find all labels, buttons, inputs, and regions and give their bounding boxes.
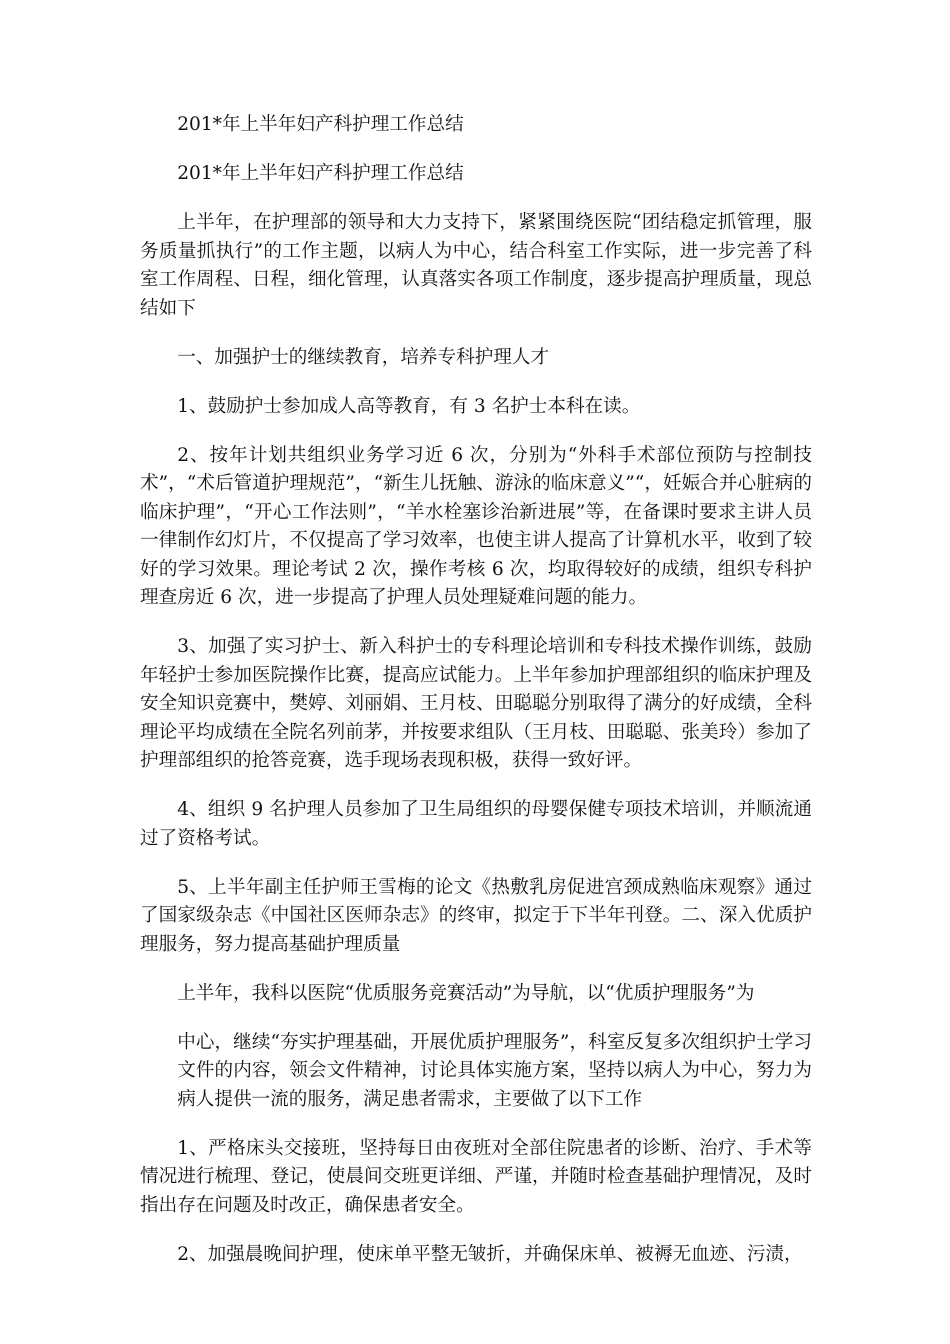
paragraph-item-1: 1、鼓励护士参加成人高等教育，有 3 名护士本科在读。 xyxy=(177,395,641,417)
section-heading-1: 一、加强护士的继续教育，培养专科护理人才 xyxy=(177,346,550,368)
paragraph-intro: 上半年，在护理部的领导和大力支持下，紧紧围绕医院“团结稳定抓管理，服务质量抓执行”的工作主题，以病人为中心，结合科室工作实际，进一步完善了科室工作周程、日程，细化管理，认真落实各项工作制度，逐步提高护理质量，现总结如下 xyxy=(140,212,812,319)
paragraph-section-2-intro: 上半年，我科以医院“优质服务竞赛活动”为导航，以“优质护理服务”为 xyxy=(177,982,755,1004)
paragraph-section-2-item-1: 1、严格床头交接班，坚持每日由夜班对全部住院患者的诊断、治疗、手术等情况进行梳理、登记，使晨间交班更详细、严谨，并随时检查基础护理情况，及时指出存在问题及时改正，确保患者安全。 xyxy=(140,1137,812,1216)
document-subtitle: 201*年上半年妇产科护理工作总结 xyxy=(177,163,464,184)
document-title: 201*年上半年妇产科护理工作总结 xyxy=(177,114,464,135)
paragraph-section-2-body: 中心，继续“夯实护理基础，开展优质护理服务”，科室反复多次组织护士学习文件的内容，领会文件精神，讨论具体实施方案，坚持以病人为中心，努力为病人提供一流的服务，满足患者需求，主要做了以下工作 xyxy=(177,1031,812,1110)
document-body xyxy=(140,111,812,1290)
paragraph-section-2-item-2: 2、加强晨晚间护理，使床单平整无皱折，并确保床单、被褥无血迹、污渍， xyxy=(177,1243,803,1265)
paragraph-item-2: 2、按年计划共组织业务学习近 6 次，分别为“外科手术部位预防与控制技术”，“术后管道护理规范”，“新生儿抚触、游泳的临床意义”“，妊娠合并心脏病的临床护理”，“开心工作法则”，“羊水栓塞诊治新进展”等，在备课时要求主讲人员一律制作幻灯片，不仅提高了学习效率，也使主讲人提高了计算机水平，收到了较好的学习效果。理论考试 2 次，操作考核 6 次，均取得较好的成绩，组织专科护理查房近 6 次，进一步提高了护理人员处理疑难问题的能力。 xyxy=(140,444,812,608)
paragraph-item-4: 4、组织 9 名护理人员参加了卫生局组织的母婴保健专项技术培训，并顺流通过了资格考试。 xyxy=(140,799,812,849)
paragraph-item-3: 3、加强了实习护士、新入科护士的专科理论培训和专科技术操作训练，鼓励年轻护士参加医院操作比赛，提高应试能力。上半年参加护理部组织的临床护理及安全知识竞赛中，樊婷、刘丽娟、王月枝、田聪聪分别取得了满分的好成绩，全科理论平均成绩在全院名列前茅，并按要求组队（王月枝、田聪聪、张美玲）参加了护理部组织的抢答竞赛，选手现场表现积极，获得一致好评。 xyxy=(140,636,812,771)
paragraph-item-5: 5、上半年副主任护师王雪梅的论文《热敷乳房促进宫颈成熟临床观察》通过了国家级杂志《中国社区医师杂志》的终审，拟定于下半年刊登。二、深入优质护理服务，努力提高基础护理质量 xyxy=(140,876,812,955)
